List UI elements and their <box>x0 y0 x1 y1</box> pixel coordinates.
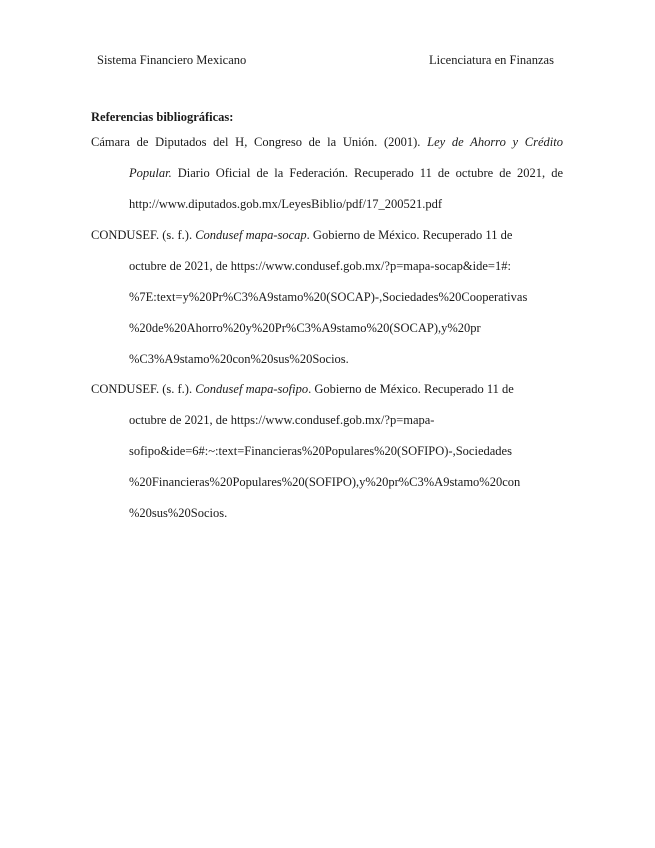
reference-url-line: %7E:text=y%20Pr%C3%A9stamo%20(SOCAP)-,Sociedades%20Cooperativas <box>129 290 528 304</box>
reference-url-line: http://www.diputados.gob.mx/LeyesBiblio/pdf/17_200521.pdf <box>129 197 443 211</box>
reference-text: Diario Oficial de la Federación. Recuperado 11 de octubre de 2021, de <box>171 166 563 180</box>
reference-title-italic: Popular. <box>129 166 172 180</box>
reference-text: Cámara de Diputados del H, Congreso de la Unión. (2001). <box>91 135 428 149</box>
header-course-title: Sistema Financiero Mexicano <box>97 53 247 67</box>
reference-url-line: octubre de 2021, de https://www.condusef.gob.mx/?p=mapa-socap&ide=1#: <box>129 259 511 273</box>
reference-text: CONDUSEF. (s. f.). <box>91 382 196 396</box>
reference-text: . Gobierno de México. Recuperado 11 de <box>308 382 514 396</box>
reference-title-italic: Condusef mapa-socap <box>195 228 307 242</box>
reference-url-line: %20Financieras%20Populares%20(SOFIPO),y%20pr%C3%A9stamo%20con <box>129 475 521 489</box>
reference-line <box>91 381 514 397</box>
reference-text: . Gobierno de México. Recuperado 11 de <box>306 228 513 242</box>
reference-line <box>91 134 563 150</box>
section-title: Referencias bibliográficas: <box>91 110 234 124</box>
reference-line <box>91 227 512 243</box>
reference-text: CONDUSEF. (s. f.). <box>91 228 196 242</box>
reference-url-line: octubre de 2021, de https://www.condusef.gob.mx/?p=mapa- <box>129 413 435 427</box>
reference-url-line: sofipo&ide=6#:~:text=Financieras%20Populares%20(SOFIPO)-,Sociedades <box>129 444 512 458</box>
reference-url-line: %C3%A9stamo%20con%20sus%20Socios. <box>129 352 349 366</box>
reference-line <box>129 165 563 181</box>
reference-title-italic: Ley de Ahorro y Crédito <box>427 135 563 149</box>
reference-title-italic: Condusef mapa-sofipo <box>195 382 309 396</box>
header-program-name: Licenciatura en Finanzas <box>429 53 554 67</box>
reference-url-line: %20sus%20Socios. <box>129 506 228 520</box>
reference-url-line: %20de%20Ahorro%20y%20Pr%C3%A9stamo%20(SOCAP),y%20pr <box>129 321 481 335</box>
